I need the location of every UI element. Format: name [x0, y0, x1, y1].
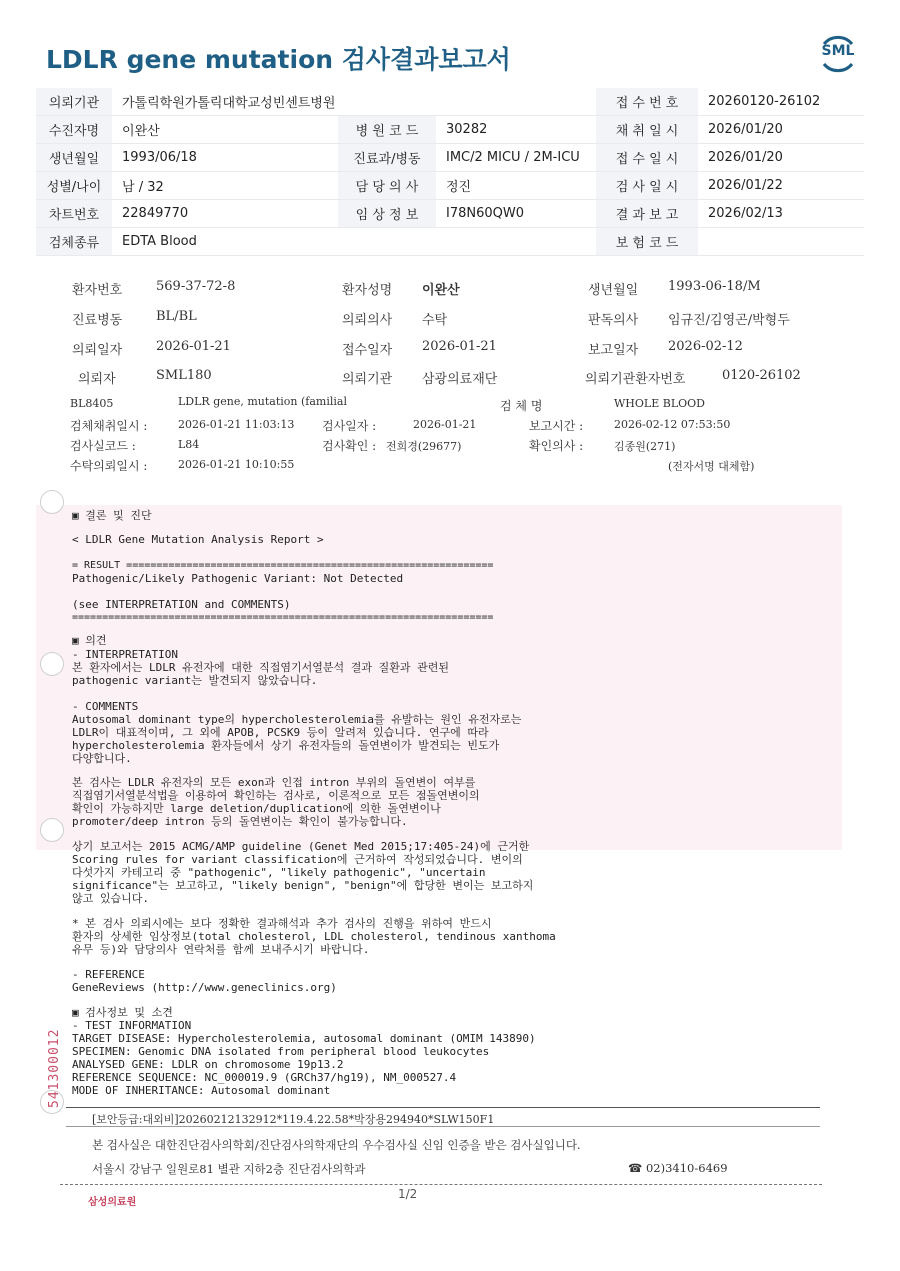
reference-heading: - REFERENCE: [72, 968, 145, 981]
footer-dashed-line: [60, 1184, 822, 1185]
body-line: 않고 있습니다.: [72, 892, 150, 905]
result-rule: = RESULT =============================================================: [72, 560, 494, 571]
e-sign-note: (전자서명 대체함): [668, 460, 755, 473]
result-rule: ======================================================================: [72, 612, 494, 623]
test-info-heading: - TEST INFORMATION: [72, 1019, 192, 1032]
info-value: 2026-02-12 07:53:50: [614, 418, 731, 431]
grid-label: 접수일자: [342, 343, 393, 358]
comments-heading: - COMMENTS: [72, 700, 139, 713]
punch-hole: [40, 818, 64, 842]
info-label: 보고시간 :: [529, 419, 584, 433]
info-label: 검체채취일시 :: [70, 419, 148, 433]
info-value: 2026-01-21 11:03:13: [178, 418, 295, 431]
label-specimen: 검체종류: [36, 228, 112, 256]
section-opinion: ▣ 의견: [72, 634, 107, 647]
value-test-date: 2026/01/22: [698, 172, 864, 200]
label-birth: 생년월일: [36, 144, 112, 172]
grid-label: 의뢰기관: [342, 372, 393, 387]
info-label: 수탁의뢰일시 :: [70, 459, 148, 473]
grid-value: BL/BL: [156, 309, 197, 324]
value-patient-name: 이완산: [112, 116, 338, 144]
info-value: 2026-01-21: [413, 418, 477, 431]
body-line: hypercholesterolemia 환자들에서 상기 유전자들의 돌연변이가 발견되는 빈도가: [72, 739, 500, 752]
grid-label: 진료병동: [72, 313, 123, 328]
footer-divider: [66, 1107, 820, 1108]
value-insurance-code: [698, 228, 864, 256]
body-line: 본 검사는 LDLR 유전자의 모든 exon과 인접 intron 부위의 돌연변이 여부를: [72, 776, 476, 789]
header-row-institution: [36, 88, 864, 116]
body-line: Autosomal dominant type의 hypercholesterolemia를 유발하는 원인 유전자로는: [72, 713, 522, 726]
punch-hole: [40, 490, 64, 514]
grid-value: 삼광의료재단: [422, 372, 498, 387]
lab-address: 서울시 강남구 일원로81 별관 지하2층 진단검사의학과: [92, 1162, 366, 1176]
footer-divider: [66, 1126, 820, 1127]
label-test-date: 검 사 일 시: [596, 172, 698, 200]
grid-label: 환자번호: [72, 283, 123, 298]
body-line: 본 환자에서는 LDLR 유전자에 대한 직접염기서열분석 결과 질환과 관련된: [72, 661, 449, 674]
info-label: 검사실코드 :: [70, 439, 136, 453]
value-receipt-no: 20260120-26102: [698, 88, 864, 116]
value-chart-no: 22849770: [112, 200, 338, 228]
body-line: promoter/deep intron 등의 돌연변이는 확인이 불가능합니다.: [72, 815, 408, 828]
label-receive-date: 접 수 일 시: [596, 144, 698, 172]
grid-value: 이완산: [422, 283, 460, 298]
specimen-label: 검 체 명: [500, 399, 543, 413]
body-line: 다섯가지 카테고리 중 "pathogenic", "likely pathogenic", "uncertain: [72, 866, 486, 879]
info-label: 검사일자 :: [322, 419, 377, 433]
grid-value: 2026-02-12: [668, 339, 743, 354]
report-heading: < LDLR Gene Mutation Analysis Report >: [72, 533, 324, 546]
value-doctor: 정진: [436, 172, 596, 200]
grid-label: 의뢰의사: [342, 313, 393, 328]
grid-value: 수탁: [422, 313, 448, 328]
hospital-stamp: 삼성의료원: [88, 1197, 137, 1208]
body-line: SPECIMEN: Genomic DNA isolated from peripheral blood leukocytes: [72, 1045, 490, 1058]
header-row-birth: [36, 144, 864, 172]
grid-label: 의뢰일자: [72, 343, 123, 358]
body-line: 환자의 상세한 임상정보(total cholesterol, LDL cholesterol, tendinous xanthoma: [72, 930, 556, 943]
label-department: 진료과/병동: [338, 144, 436, 172]
value-department: IMC/2 MICU / 2M-ICU: [436, 144, 596, 172]
grid-label: 생년월일: [588, 283, 639, 298]
test-name: LDLR gene, mutation (familial: [178, 395, 347, 408]
info-value: 2026-01-21 10:10:55: [178, 458, 295, 471]
body-line: REFERENCE SEQUENCE: NC_000019.9 (GRCh37/hg19), NM_000527.4: [72, 1071, 457, 1084]
lab-phone: ☎ 02)3410-6469: [628, 1161, 728, 1175]
body-line: 유무 등)와 담당의사 연락처를 함께 보내주시기 바랍니다.: [72, 943, 370, 956]
grid-value: 2026-01-21: [156, 339, 231, 354]
body-line: 상기 보고서는 2015 ACMG/AMP guideline (Genet Med 2015;17:405-24)에 근거한: [72, 840, 530, 853]
label-clinical-info: 임 상 정 보: [338, 200, 436, 228]
report-title: LDLR gene mutation 검사결과보고서: [46, 45, 511, 74]
body-line: significance"는 보고하고, "likely benign", "benign"에 합당한 변이는 보고하지: [72, 879, 534, 892]
header-row-specimen: [36, 228, 864, 256]
interpretation-heading: - INTERPRETATION: [72, 648, 178, 661]
test-code: BL8405: [70, 397, 114, 410]
result-line: Pathogenic/Likely Pathogenic Variant: Not Detected: [72, 572, 404, 585]
value-specimen: EDTA Blood: [112, 228, 596, 256]
label-chart-no: 차트번호: [36, 200, 112, 228]
body-line: 확인이 가능하지만 large deletion/duplication에 의한 돌연변이나: [72, 802, 441, 815]
value-collect-date: 2026/01/20: [698, 116, 864, 144]
label-doctor: 담 당 의 사: [338, 172, 436, 200]
label-receipt-no: 접 수 번 호: [596, 88, 698, 116]
grid-label: 보고일자: [588, 343, 639, 358]
section-test-info: ▣ 검사정보 및 소견: [72, 1006, 173, 1019]
label-institution: 의뢰기관: [36, 88, 112, 116]
body-line: pathogenic variant는 발견되지 않았습니다.: [72, 674, 318, 687]
label-collect-date: 채 취 일 시: [596, 116, 698, 144]
body-line: GeneReviews (http://www.geneclinics.org): [72, 981, 337, 994]
patient-header-table: [36, 88, 864, 256]
side-number: [44, 996, 64, 1108]
body-line: ANALYSED GENE: LDLR on chromosome 19p13.2: [72, 1058, 344, 1071]
value-birth: 1993/06/18: [112, 144, 338, 172]
grid-label: 의뢰자: [78, 372, 116, 387]
result-see: (see INTERPRETATION and COMMENTS): [72, 598, 291, 611]
header-row-sex: [36, 172, 864, 200]
body-line: LDLR이 대표적이며, 그 외에 APOB, PCSK9 등이 알려져 있습니다. 연구에 따라: [72, 726, 489, 739]
label-insurance-code: 보 험 코 드: [596, 228, 698, 256]
info-label: 확인의사 :: [529, 439, 584, 453]
sml-logo: [816, 32, 860, 76]
logo-text: SML: [821, 43, 855, 59]
value-receive-date: 2026/01/20: [698, 144, 864, 172]
label-report-date: 결 과 보 고: [596, 200, 698, 228]
label-patient-name: 수진자명: [36, 116, 112, 144]
body-line: MODE OF INHERITANCE: Autosomal dominant: [72, 1084, 331, 1097]
grid-value: SML180: [156, 368, 212, 383]
info-label: 검사확인 :: [322, 439, 377, 453]
punch-hole: [40, 652, 64, 676]
value-report-date: 2026/02/13: [698, 200, 864, 228]
value-clinical-info: I78N60QW0: [436, 200, 596, 228]
page-number: 1/2: [398, 1187, 418, 1201]
svg-text:541300012: 541300012: [47, 1028, 62, 1108]
grid-label: 환자성명: [342, 283, 393, 298]
value-institution: 가톨릭학원가톨릭대학교성빈센트병원: [112, 88, 596, 116]
body-line: TARGET DISEASE: Hypercholesterolemia, autosomal dominant (OMIM 143890): [72, 1032, 536, 1045]
header-row-chart: [36, 200, 864, 228]
body-line: 다양합니다.: [72, 752, 132, 765]
specimen-value: WHOLE BLOOD: [614, 397, 705, 410]
info-value: 김종원(271): [614, 440, 676, 453]
grid-value: 569-37-72-8: [156, 279, 236, 294]
body-line: * 본 검사 의뢰시에는 보다 정확한 결과해석과 추가 검사의 진행을 위하여 반드시: [72, 917, 492, 930]
value-sex-age: 남 / 32: [112, 172, 338, 200]
header-row-name: [36, 116, 864, 144]
info-value: L84: [178, 438, 200, 451]
security-line: [보안등급:대외비]20260212132912*119.4.22.58*박장용294940*SLW150F1: [92, 1113, 495, 1126]
grid-value: 2026-01-21: [422, 339, 497, 354]
grid-value: 임규진/김영곤/박형두: [668, 313, 790, 328]
label-hospital-code: 병 원 코 드: [338, 116, 436, 144]
grid-label: 의뢰기관환자번호: [585, 372, 686, 387]
body-line: Scoring rules for variant classification에 근거하여 작성되었습니다. 변이의: [72, 853, 523, 866]
grid-label: 판독의사: [588, 313, 639, 328]
section-conclusion: ▣ 결론 및 진단: [72, 509, 152, 522]
certification-note: 본 검사실은 대한진단검사의학회/진단검사의학재단의 우수검사실 신임 인증을 받은 검사실입니다.: [92, 1138, 581, 1152]
info-value: 전희경(29677): [386, 440, 462, 453]
value-hospital-code: 30282: [436, 116, 596, 144]
grid-value: 0120-26102: [722, 368, 801, 383]
grid-value: 1993-06-18/M: [668, 279, 761, 294]
body-line: 직접염기서열분석법을 이용하여 확인하는 검사로, 이론적으로 모든 점돌연변이의: [72, 789, 480, 802]
label-sex-age: 성별/나이: [36, 172, 112, 200]
